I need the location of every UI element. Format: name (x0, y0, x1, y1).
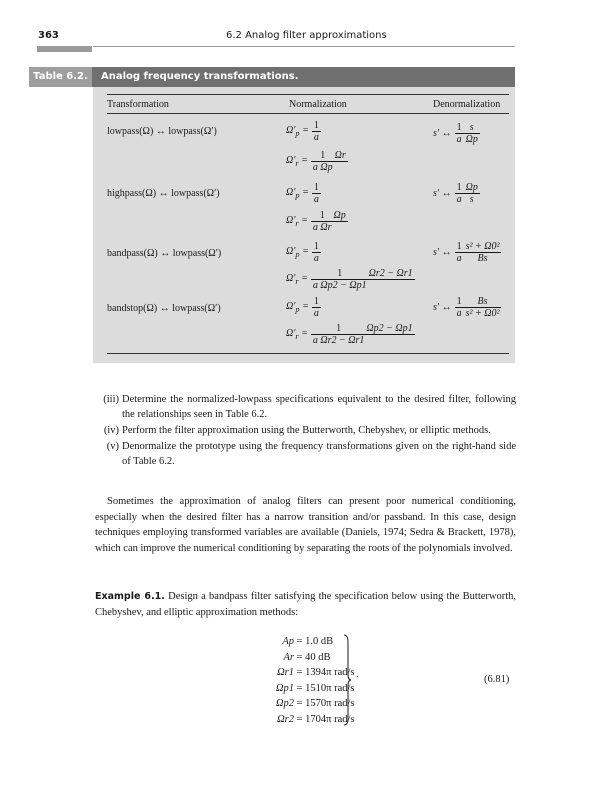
example-label: Example 6.1. (95, 591, 165, 602)
row-bandstop-denorm: s′ ↔ $\frac{1}{a}$ $\frac{Bs}{\text{s² + Ω0²}}$ (433, 296, 500, 319)
row-bandpass-norm-passband: $\Omega'_p$ = $\frac{1}{a}$ (286, 241, 319, 264)
row-highpass-denorm: s′ ↔ $\frac{1}{a}$ $\frac{\Omega p}{s}$ (433, 182, 478, 205)
row-bandpass-denorm: s′ ↔ $\frac{1}{a}$ $\frac{\text{s² + Ω0²}}{Bs}$ (433, 241, 500, 264)
page-number: 363 (38, 30, 59, 41)
equation-number: (6.81) (484, 674, 510, 685)
list-marker: (iv) (103, 425, 119, 436)
list-text: Determine the normalized-lowpass specifications equivalent to the desired filter, following the relationships seen in Table 6.2. (122, 394, 516, 420)
example-text: Design a bandpass filter satisfying the specification below using the Butterworth, Chebyshev, and elliptic approximation methods: (95, 591, 517, 618)
spec-line: Ωr1 = 1394π rad/s (277, 667, 355, 678)
steps-list (95, 392, 516, 470)
list-item (95, 392, 516, 422)
list-item (95, 439, 516, 469)
list-text: Perform the filter approximation using the Butterworth, Chebyshev, or elliptic methods. (122, 425, 491, 436)
spec-line: Ap = 1.0 dB (282, 636, 334, 647)
column-header-transformation: Transformation (107, 99, 169, 110)
table-caption-bar (29, 67, 515, 87)
row-highpass-norm-passband: $\Omega'_p$ = $\frac{1}{a}$ (286, 182, 319, 205)
list-item (95, 423, 516, 438)
list-marker: (iii) (103, 394, 119, 405)
list-text: Denormalize the prototype using the frequency transformations given on the right-hand side of Table 6.2. (122, 441, 516, 467)
running-header (38, 30, 515, 44)
column-header-denormalization: Denormalization (433, 99, 501, 110)
example-block (95, 589, 516, 620)
spec-line: Ωr2 = 1704π rad/s (277, 713, 355, 725)
row-highpass-norm-stopband: $\Omega'_r$ = $\frac{1}{\text{a Ωr}}$ Ωp (286, 210, 346, 233)
spec-line: Ωp2 = 1570π rad/s (275, 698, 355, 709)
table-label: Table 6.2. (29, 67, 92, 87)
right-brace (343, 634, 351, 726)
row-lowpass-norm-passband: $\Omega'_p$ = $\frac{1}{a}$ (286, 120, 319, 143)
header-accent-bar (37, 46, 92, 52)
list-marker: (v) (106, 441, 119, 452)
table-top-rule (107, 94, 509, 95)
column-header-normalization: Normalization (289, 99, 347, 110)
row-highpass-label: highpass(Ω) ↔ lowpass(Ω′) (107, 188, 220, 199)
row-bandstop-norm-passband: $\Omega'_p$ = $\frac{1}{a}$ (286, 296, 319, 319)
row-bandstop-label: bandstop(Ω) ↔ lowpass(Ω′) (107, 303, 221, 314)
spec-line: Ωp1 = 1510π rad/s (275, 682, 355, 694)
equation-terminator: . (356, 669, 359, 680)
row-lowpass-norm-stopband: $\Omega'_r$ = $\frac{1}{\text{a Ωp}}$ Ωr (286, 150, 346, 173)
table-bottom-rule (107, 353, 509, 354)
row-lowpass-denorm: s′ ↔ $\frac{1}{a}$ $\frac{s}{\Omega p}$ (433, 122, 478, 145)
body-paragraph: Sometimes the approximation of analog filters can present poor numerical conditioning, especially when the desired filter has a narrow transition and/or passband. In this case, design techniques employing transformed variables are available (Daniels, 1974; Sedra & Brackett, 1978), which can improve the numerical conditioning by separating the roots of the polynomials involved. (95, 496, 516, 554)
row-lowpass-label: lowpass(Ω) ↔ lowpass(Ω′) (107, 126, 217, 137)
row-bandstop-norm-stopband: $\Omega'_r$ = $\frac{1}{\text{a Ωr2 − Ωr1}}$ Ωp2 − Ωp1 (286, 323, 413, 346)
header-rule (93, 46, 515, 47)
table-title: Analog frequency transformations. (101, 71, 299, 82)
row-bandpass-label: bandpass(Ω) ↔ lowpass(Ω′) (107, 248, 222, 259)
table-header-rule (107, 113, 509, 114)
spec-line: Ar = 40 dB (283, 651, 331, 663)
row-bandpass-norm-stopband: $\Omega'_r$ = $\frac{1}{\text{a Ωp2 − Ωp1}}$ Ωr2 − Ωr1 (286, 268, 413, 291)
section-title: 6.2 Analog filter approximations (226, 30, 387, 41)
specification-equations (250, 634, 355, 727)
